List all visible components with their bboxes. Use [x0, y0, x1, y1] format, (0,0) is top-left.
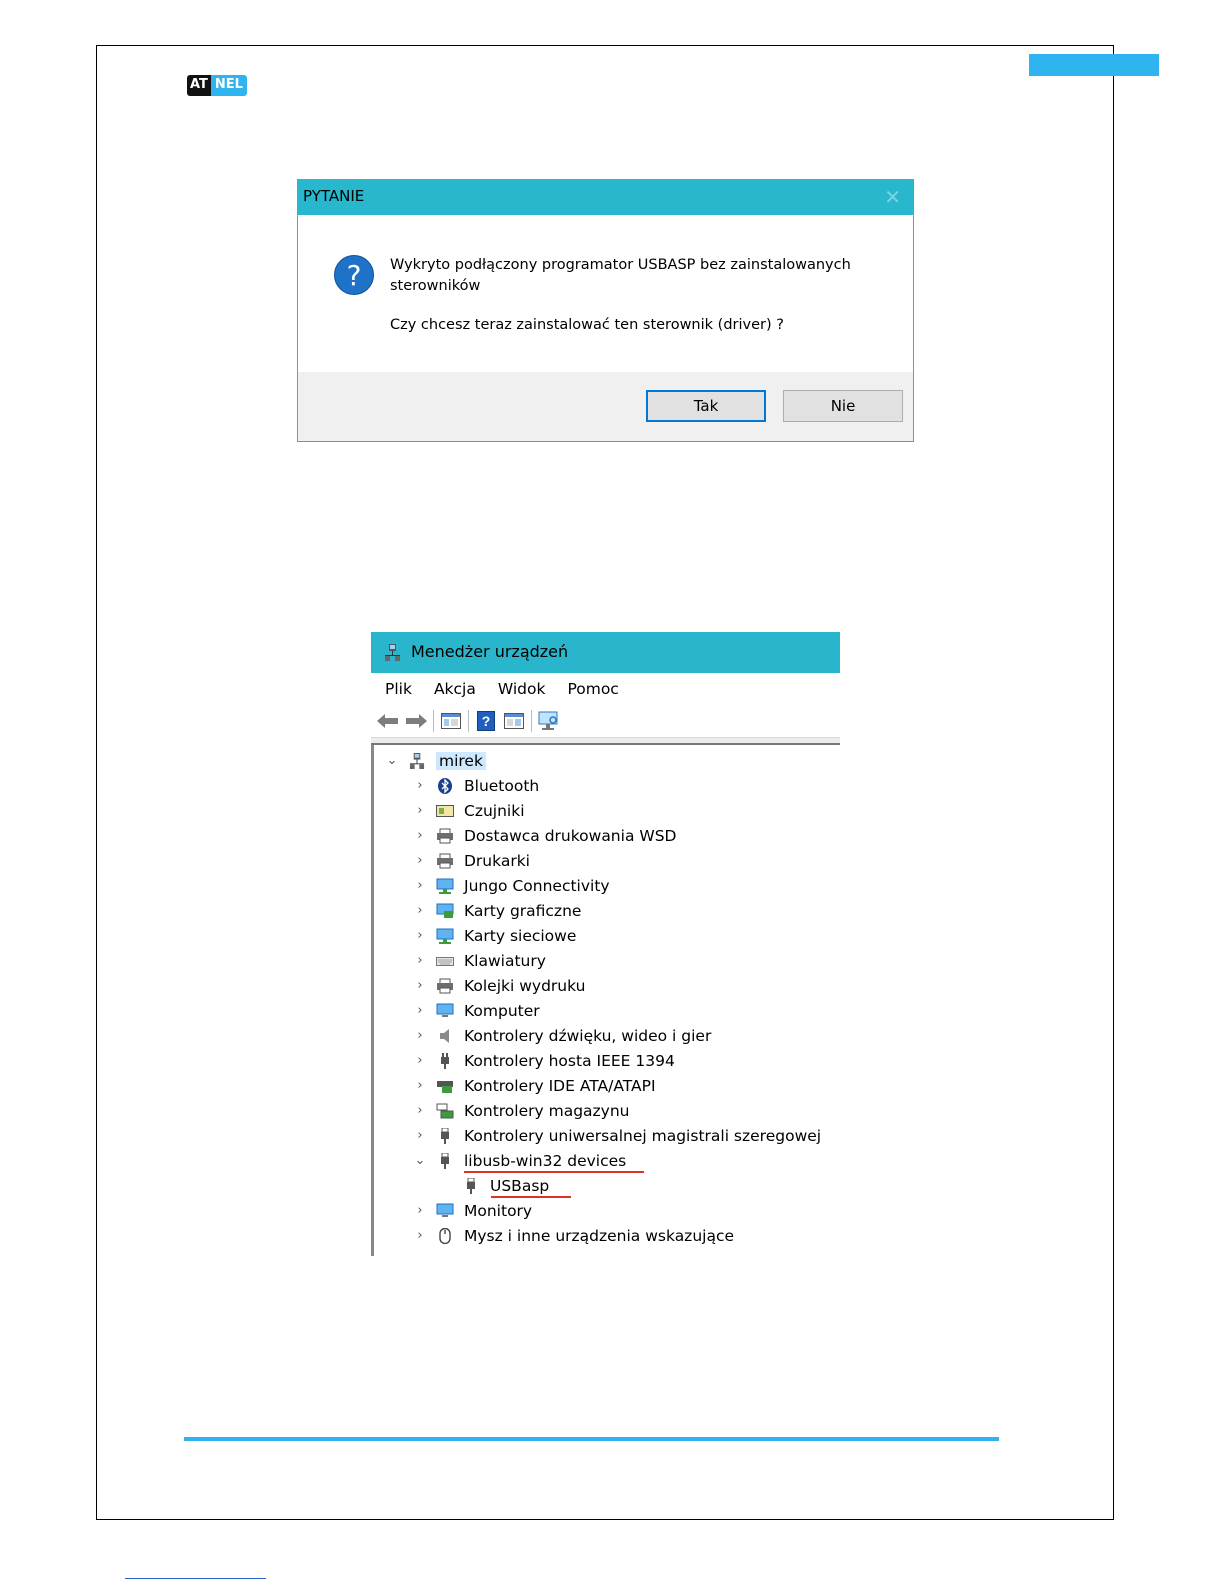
- device-manager-titlebar: [371, 632, 840, 673]
- question-dialog: [297, 179, 914, 442]
- tree-item-label: Karty graficzne: [464, 901, 582, 920]
- tree-item-label: Czujniki: [464, 801, 525, 820]
- tree-item[interactable]: [414, 1073, 656, 1098]
- monitor-icon: [436, 1203, 454, 1219]
- tree-item-label: Mysz i inne urządzenia wskazujące: [464, 1226, 735, 1245]
- dialog-titlebar: [298, 180, 913, 215]
- printer-icon: [436, 828, 454, 844]
- tree-item[interactable]: [414, 1223, 734, 1248]
- menu-pomoc[interactable]: Pomoc: [567, 680, 619, 698]
- toolbar: [371, 705, 840, 738]
- question-icon: ?: [334, 255, 374, 295]
- chevron-down-icon[interactable]: ⌄: [386, 753, 398, 768]
- scan-hardware-icon[interactable]: [538, 710, 560, 732]
- tree-item[interactable]: [414, 1098, 630, 1123]
- chevron-right-icon[interactable]: ›: [417, 853, 423, 868]
- dialog-message-line2: sterowników: [390, 278, 481, 294]
- bluetooth-icon: [436, 778, 454, 794]
- menu-bar: [371, 673, 840, 705]
- tree-item-label: Kontrolery dźwięku, wideo i gier: [464, 1026, 712, 1045]
- monitor-icon: [436, 1003, 454, 1019]
- device-tree: [371, 745, 840, 1256]
- tree-root-label: mirek: [436, 752, 486, 770]
- close-icon[interactable]: ✕: [884, 185, 901, 209]
- tree-item-label: Kontrolery hosta IEEE 1394: [464, 1051, 675, 1070]
- tree-item[interactable]: [414, 948, 546, 973]
- tree-item-label: Jungo Connectivity: [464, 876, 610, 895]
- tree-item-label: Monitory: [464, 1201, 533, 1220]
- dialog-message-line1: Wykryto podłączony programator USBASP bez zainstalowanych: [390, 257, 851, 273]
- device-manager-window: [371, 632, 840, 1256]
- tree-item[interactable]: [414, 1123, 821, 1148]
- usb-icon: [436, 1153, 454, 1169]
- tree-item[interactable]: [414, 848, 530, 873]
- storage-icon: [436, 1103, 454, 1119]
- tree-item-label: Karty sieciowe: [464, 926, 577, 945]
- mouse-icon: [436, 1228, 454, 1244]
- tree-item-label: libusb-win32 devices: [464, 1151, 627, 1170]
- svg-text:?: ?: [481, 713, 491, 729]
- tree-item[interactable]: [414, 798, 525, 823]
- tree-item-label: Dostawca drukowania WSD: [464, 826, 677, 845]
- tree-item[interactable]: [414, 973, 585, 998]
- toolbar-separator: [531, 710, 532, 732]
- sensor-icon: [436, 803, 454, 819]
- usb-icon: [462, 1178, 480, 1194]
- dialog-message: [390, 255, 890, 297]
- printer-icon: [436, 853, 454, 869]
- menu-plik[interactable]: Plik: [385, 680, 412, 698]
- tree-item-label: Kontrolery magazynu: [464, 1101, 630, 1120]
- tree-item-label: USBasp: [490, 1176, 550, 1195]
- device-manager-title: Menedżer urządzeń: [411, 642, 569, 661]
- chevron-right-icon[interactable]: ›: [417, 1228, 423, 1243]
- chevron-right-icon[interactable]: ›: [417, 928, 423, 943]
- toolbar-separator: [468, 710, 469, 732]
- computer-network-icon: [385, 644, 400, 661]
- forward-arrow-icon[interactable]: [405, 710, 427, 732]
- tree-item[interactable]: [414, 1048, 675, 1073]
- chevron-right-icon[interactable]: ›: [417, 1003, 423, 1018]
- tree-root[interactable]: [386, 748, 486, 773]
- ide-icon: [436, 1078, 454, 1094]
- toolbar-separator: [433, 710, 434, 732]
- bottom-link-underline: [125, 1578, 266, 1579]
- chevron-right-icon[interactable]: ›: [417, 978, 423, 993]
- chevron-right-icon[interactable]: ›: [417, 1203, 423, 1218]
- tree-item-label: Klawiatury: [464, 951, 546, 970]
- toolbar-divider: [371, 738, 840, 745]
- back-arrow-icon[interactable]: [377, 710, 399, 732]
- printer-icon: [436, 978, 454, 994]
- logo-nel: NEL: [211, 75, 247, 96]
- tree-item-expanded[interactable]: [414, 1148, 626, 1173]
- tree-item[interactable]: [414, 773, 539, 798]
- plug-icon: [436, 1053, 454, 1069]
- display-adapter-icon: [436, 903, 454, 919]
- chevron-right-icon[interactable]: ›: [417, 953, 423, 968]
- dialog-question: Czy chcesz teraz zainstalować ten sterownik (driver) ?: [390, 317, 784, 333]
- tree-item-label: Kontrolery IDE ATA/ATAPI: [464, 1076, 656, 1095]
- chevron-right-icon[interactable]: ›: [417, 778, 423, 793]
- chevron-right-icon[interactable]: ›: [417, 1128, 423, 1143]
- usb-icon: [436, 1128, 454, 1144]
- keyboard-icon: [436, 953, 454, 969]
- tree-item[interactable]: [414, 823, 676, 848]
- tree-item-label: Drukarki: [464, 851, 530, 870]
- chevron-right-icon[interactable]: ›: [417, 828, 423, 843]
- network-icon: [436, 878, 454, 894]
- dialog-title: PYTANIE: [303, 187, 365, 205]
- tree-item-label: Bluetooth: [464, 776, 540, 795]
- no-button[interactable]: Nie: [783, 390, 903, 422]
- footer-accent-line: [184, 1437, 999, 1441]
- tree-item[interactable]: [414, 998, 540, 1023]
- chevron-right-icon[interactable]: ›: [417, 878, 423, 893]
- tree-item[interactable]: [414, 898, 581, 923]
- logo-at: AT: [187, 75, 211, 96]
- tree-item[interactable]: [414, 1198, 532, 1223]
- help-icon[interactable]: [475, 710, 497, 732]
- chevron-right-icon[interactable]: ›: [417, 1103, 423, 1118]
- tree-item-label: Komputer: [464, 1001, 540, 1020]
- menu-widok[interactable]: Widok: [497, 680, 546, 698]
- chevron-right-icon[interactable]: ›: [417, 1028, 423, 1043]
- chevron-down-icon[interactable]: ⌄: [414, 1153, 426, 1168]
- menu-akcja[interactable]: Akcja: [433, 680, 476, 698]
- atnel-logo: [187, 75, 247, 96]
- tree-item-label: Kolejki wydruku: [464, 976, 586, 995]
- tree-item[interactable]: [414, 1023, 711, 1048]
- tree-child-item[interactable]: [462, 1173, 549, 1198]
- action-pane-icon[interactable]: [503, 710, 525, 732]
- header-accent-bar: [1029, 54, 1159, 76]
- properties-pane-icon[interactable]: [440, 710, 462, 732]
- chevron-right-icon[interactable]: ›: [417, 1078, 423, 1093]
- yes-button[interactable]: Tak: [646, 390, 766, 422]
- tree-item-label: Kontrolery uniwersalnej magistrali szeregowej: [464, 1126, 822, 1145]
- network-icon: [436, 928, 454, 944]
- chevron-right-icon[interactable]: ›: [417, 1053, 423, 1068]
- computer-network-icon: [408, 753, 426, 769]
- tree-item[interactable]: [414, 873, 610, 898]
- chevron-right-icon[interactable]: ›: [417, 903, 423, 918]
- speaker-icon: [436, 1028, 454, 1044]
- chevron-right-icon[interactable]: ›: [417, 803, 423, 818]
- tree-item[interactable]: [414, 923, 576, 948]
